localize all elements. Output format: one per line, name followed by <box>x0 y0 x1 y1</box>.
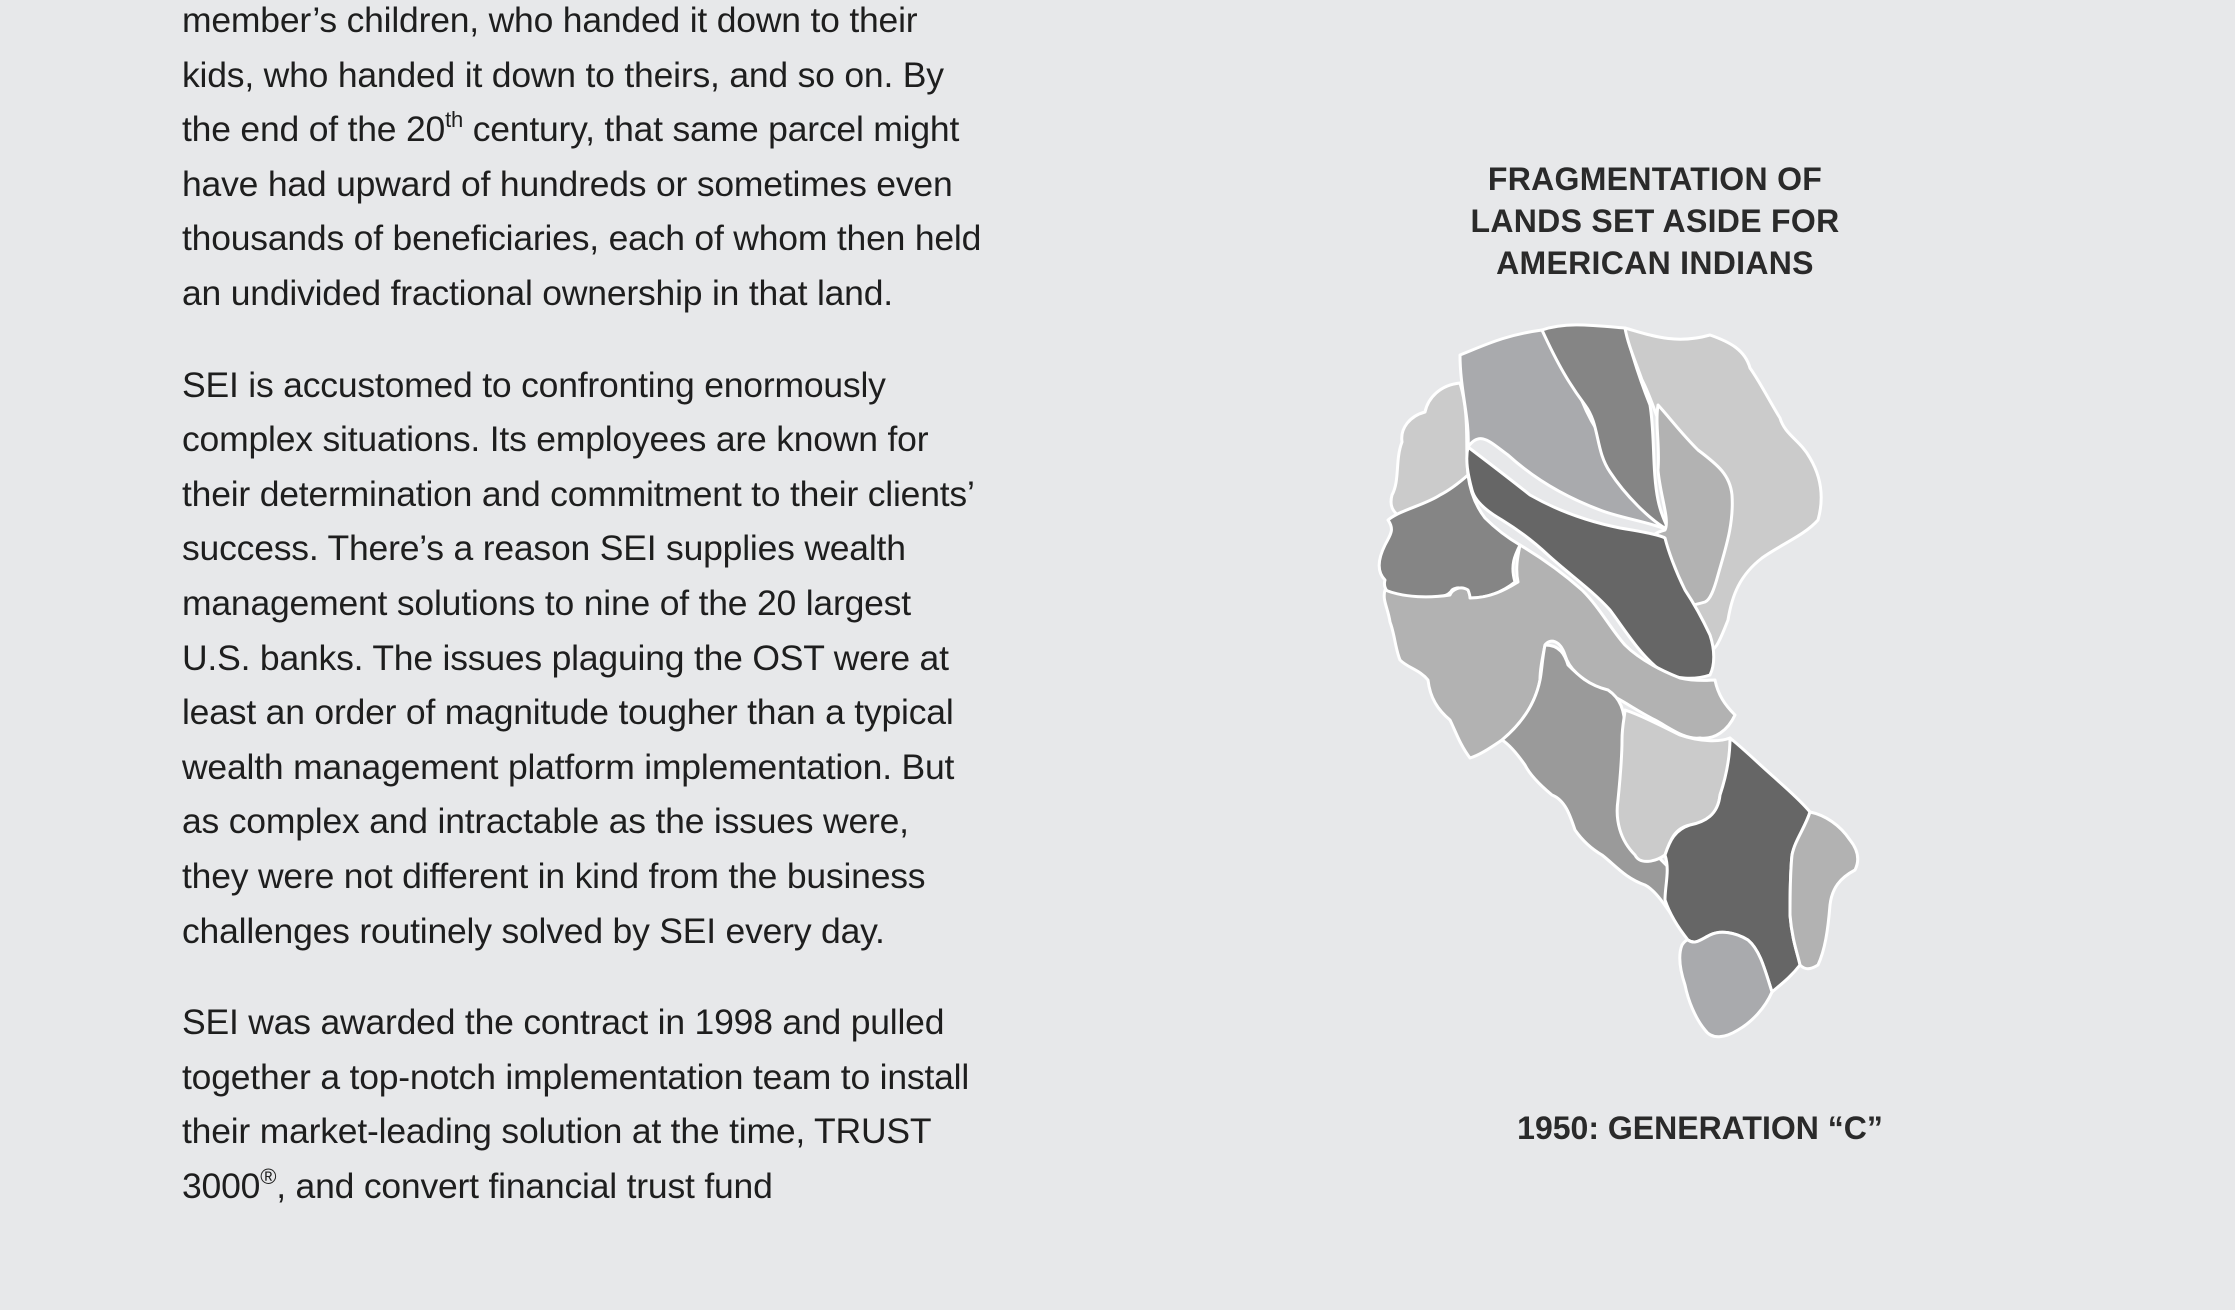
paragraph-3-text-a: SEI was awarded the contract in 1998 and pulled together a top-notch implementation team to install their market-leading solution at the time, TRUST 3000 <box>182 1002 970 1206</box>
figure-title-line-3: AMERICAN INDIANS <box>1496 245 1814 281</box>
ordinal-superscript: th <box>445 107 464 133</box>
parcel-map <box>1320 150 2060 1160</box>
land-fragmentation-figure <box>1320 150 2060 1160</box>
article-body <box>182 0 982 1250</box>
paragraph-1-text-a: member’s children, who handed it down to their kids, who handed it down to theirs, and so on. By the end of the 20 <box>182 0 944 150</box>
paragraph-1-text-b: century, that same parcel might have had upward of hundreds or sometimes even thousands of beneficiaries, each of whom then held an undivided fractional ownership in that land. <box>182 109 982 313</box>
paragraph-3-text-b: , and convert financial trust fund <box>276 1165 773 1206</box>
figure-title-line-1: FRAGMENTATION OF <box>1487 161 1823 197</box>
article-paragraph-2: SEI is accustomed to confronting enormously complex situations. Its employees are known for their determination and commitment to their clients’ success. There’s a reason SEI supplies wealth management solutions to nine of the 20 largest U.S. banks. The issues plaguing the OST were at least an order of magnitude tougher than a typical wealth management platform implementation. But as complex and intractable as the issues were, they were not different in kind from the business challenges routinely solved by SEI every day. <box>182 364 974 951</box>
article-paragraph-1 <box>182 0 982 321</box>
figure-caption: 1950: GENERATION “C” <box>1517 1110 1883 1146</box>
figure-title-line-2: LANDS SET ASIDE FOR <box>1470 203 1840 239</box>
parcel-far-southeast <box>1790 812 1858 969</box>
registered-mark: ® <box>260 1163 277 1189</box>
article-paragraph-3 <box>182 995 982 1213</box>
